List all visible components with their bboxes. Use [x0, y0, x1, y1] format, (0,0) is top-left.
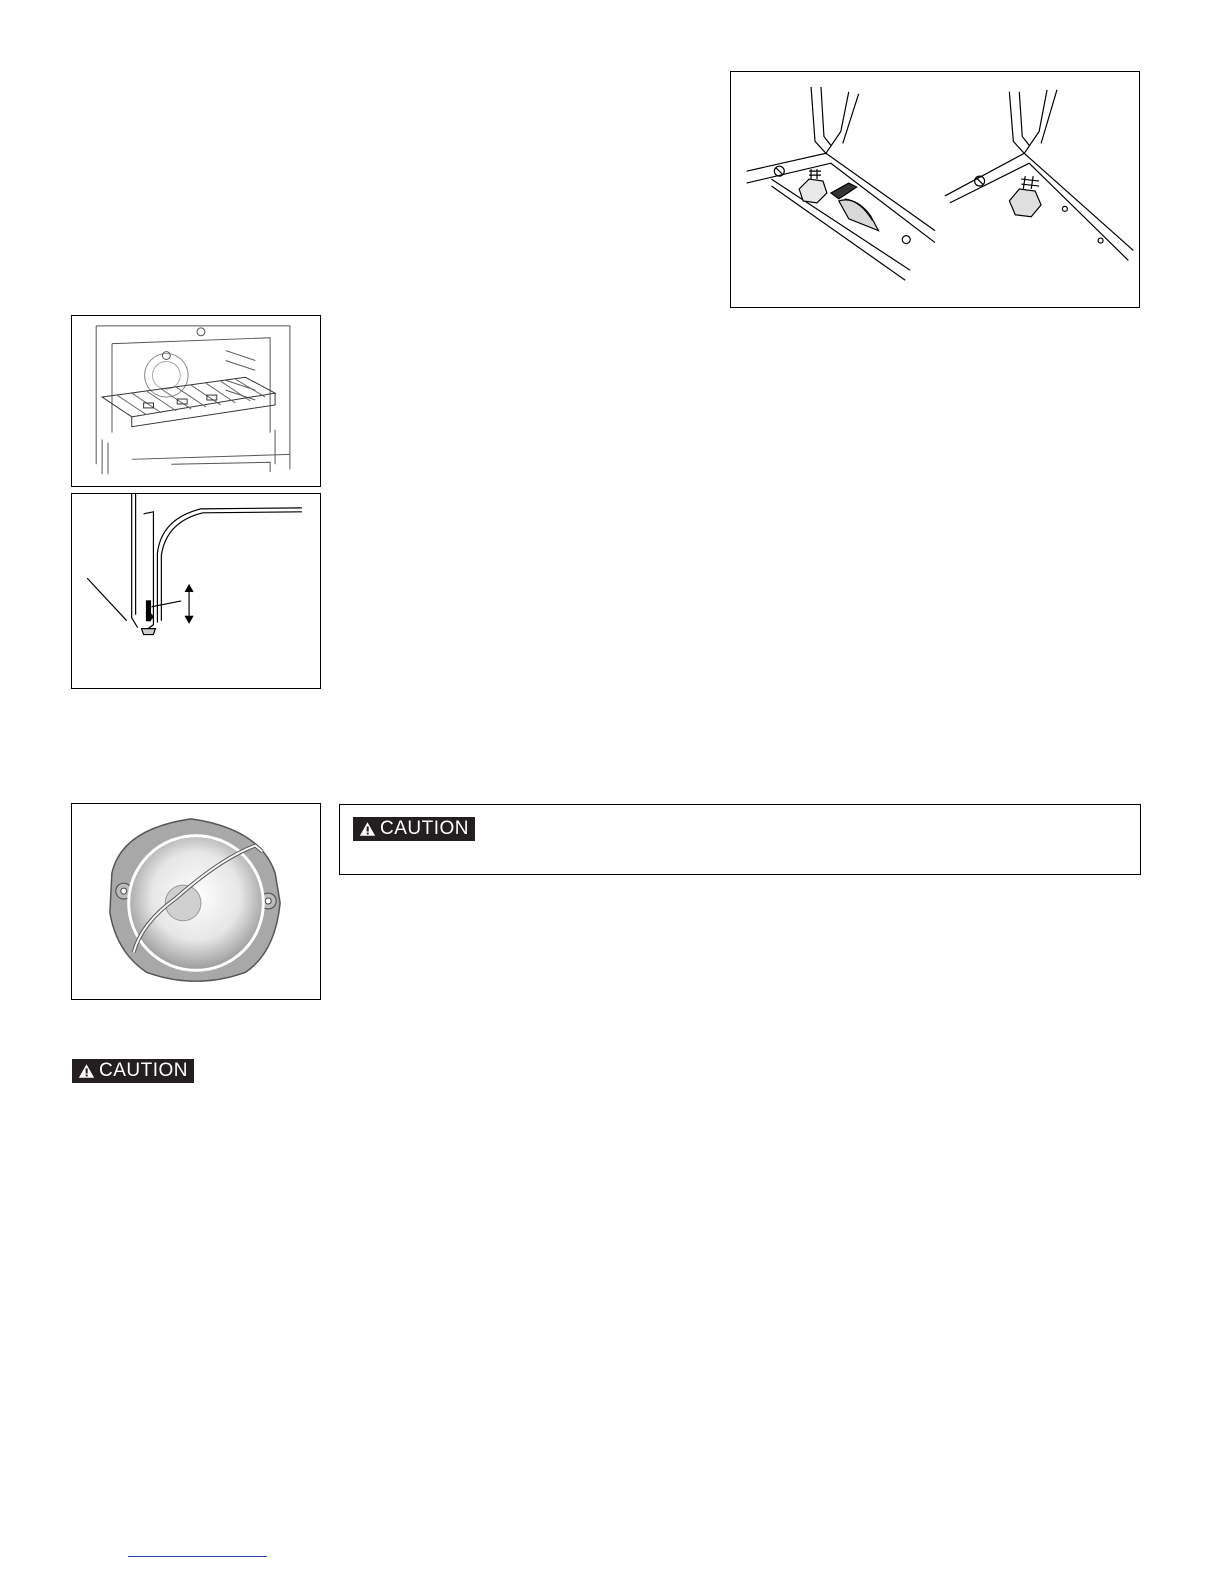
link-underline[interactable] — [128, 1556, 267, 1557]
caution-badge-2 — [72, 1059, 194, 1083]
warning-triangle-icon — [78, 1062, 95, 1080]
leveling-legs-illustration — [731, 72, 1139, 307]
oven-interior-illustration — [72, 316, 320, 486]
light-cover-illustration — [72, 804, 320, 999]
warning-triangle-icon — [359, 820, 376, 838]
oven-light-cover-figure — [71, 803, 321, 1000]
anti-tip-bracket-leveling-legs-figure — [730, 71, 1140, 308]
caution-label: CAUTION — [380, 818, 469, 839]
caution-badge-1 — [353, 817, 475, 841]
hinge-illustration — [72, 494, 320, 688]
door-hinge-adjustment-figure — [71, 493, 321, 689]
caution-label: CAUTION — [99, 1060, 188, 1081]
oven-rack-interior-figure — [71, 315, 321, 487]
